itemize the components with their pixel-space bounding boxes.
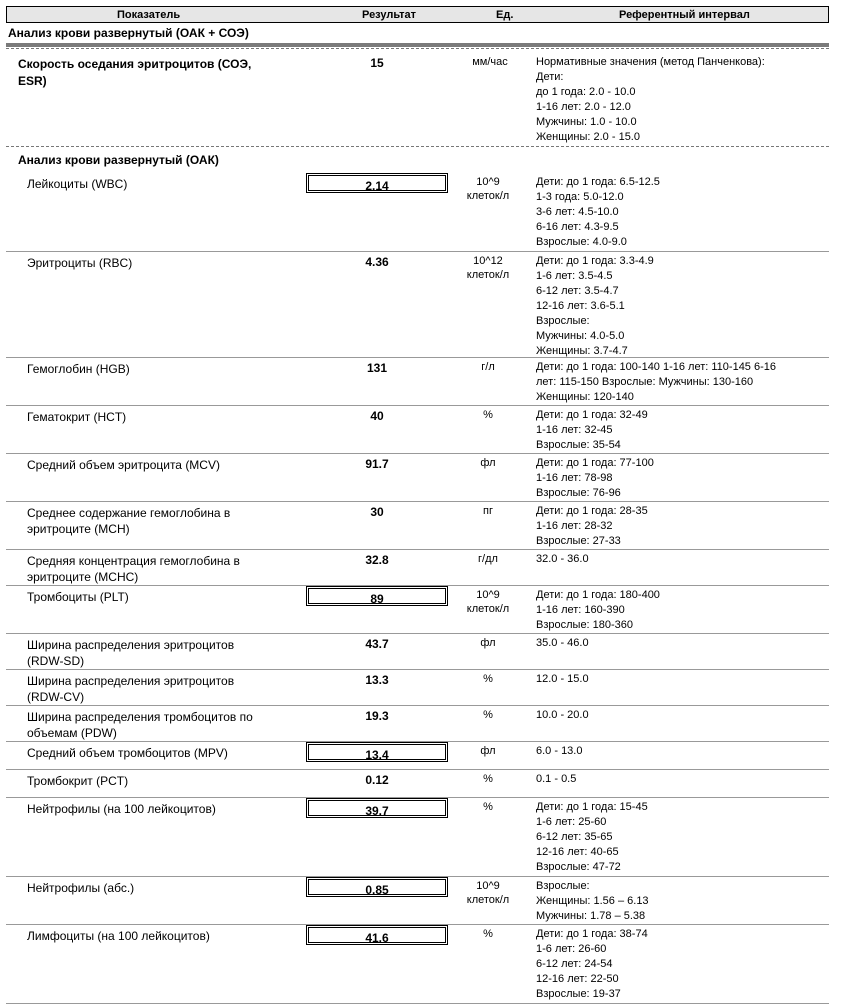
reference-interval: Дети: до 1 года: 15-45 1-6 лет: 25-60 6-12 лет: 35-65 12-16 лет: 40-65 Взрослые: 47-72 bbox=[536, 801, 648, 873]
reference-interval: Дети: до 1 года: 100-140 1-16 лет: 110-145 6-16 лет: 115-150 Взрослые: Мужчины: 130-160 Женщины: 120-140 bbox=[536, 361, 777, 403]
test-result-flagged: 13.4 bbox=[306, 742, 448, 762]
test-name: Эритроциты (RBC) bbox=[27, 256, 133, 270]
header-unit: Ед. bbox=[496, 9, 514, 21]
reference-interval: Дети: до 1 года: 28-35 1-16 лет: 28-32 Взрослые: 27-33 bbox=[536, 505, 648, 547]
test-unit: 10^9 клеток/л bbox=[466, 589, 510, 615]
test-unit: % bbox=[483, 773, 493, 785]
subsection-divider bbox=[6, 146, 829, 147]
test-name: Тромбокрит (PCT) bbox=[27, 774, 129, 788]
test-unit: г/л bbox=[481, 361, 495, 373]
table-row bbox=[6, 501, 829, 550]
test-name: Среднее содержание гемоглобина в эритроците (MCH) bbox=[27, 506, 231, 536]
reference-interval: Дети: до 1 года: 180-400 1-16 лет: 160-390 Взрослые: 180-360 bbox=[536, 589, 660, 631]
test-name: Средний объем тромбоцитов (MPV) bbox=[27, 746, 228, 760]
table-row bbox=[6, 924, 829, 1004]
test-unit: % bbox=[483, 709, 493, 721]
table-row bbox=[6, 357, 829, 406]
section-divider bbox=[6, 43, 829, 47]
table-row bbox=[6, 741, 829, 770]
table-row bbox=[6, 585, 829, 634]
reference-interval: Дети: до 1 года: 32-49 1-16 лет: 32-45 Взрослые: 35-54 bbox=[536, 409, 648, 451]
table-row bbox=[6, 549, 829, 586]
test-name: Лимфоциты (на 100 лейкоцитов) bbox=[27, 929, 210, 943]
esr-result: 15 bbox=[370, 56, 384, 70]
table-row bbox=[6, 453, 829, 502]
header-result: Результат bbox=[362, 9, 417, 21]
test-unit: пг bbox=[483, 505, 493, 517]
test-unit: г/дл bbox=[478, 553, 498, 565]
header-name: Показатель bbox=[117, 9, 181, 21]
reference-interval: Дети: до 1 года: 3.3-4.9 1-6 лет: 3.5-4.5 6-12 лет: 3.5-4.7 12-16 лет: 3.6-5.1 Взрослые: Мужчины: 4.0-5.0 Женщины: 3.7-4.7 bbox=[536, 255, 654, 357]
test-result-flagged: 0.85 bbox=[306, 877, 448, 897]
section-title: Анализ крови развернутый (ОАК + СОЭ) bbox=[8, 26, 249, 40]
reference-interval: 0.1 - 0.5 bbox=[536, 773, 577, 785]
section-divider-thin bbox=[6, 48, 829, 49]
test-name: Тромбоциты (PLT) bbox=[27, 590, 129, 604]
test-name: Ширина распределения эритроцитов (RDW-SD) bbox=[27, 638, 235, 668]
reference-interval: 10.0 - 20.0 bbox=[536, 709, 589, 721]
test-result: 32.8 bbox=[365, 553, 389, 567]
test-name: Лейкоциты (WBC) bbox=[27, 177, 128, 191]
test-result: 40 bbox=[370, 409, 384, 423]
table-row bbox=[6, 876, 829, 925]
table-row bbox=[6, 172, 829, 252]
test-result: 131 bbox=[366, 361, 388, 375]
test-unit: 10^9 клеток/л bbox=[466, 880, 510, 906]
esr-unit: мм/час bbox=[472, 56, 508, 68]
test-result: 19.3 bbox=[365, 709, 389, 723]
esr-name: Скорость оседания эритроцитов (СОЭ, ESR) bbox=[18, 57, 252, 88]
reference-interval: Дети: до 1 года: 6.5-12.5 1-3 года: 5.0-12.0 3-6 лет: 4.5-10.0 6-16 лет: 4.3-9.5 Взрослые: 4.0-9.0 bbox=[536, 176, 660, 248]
test-name: Средний объем эритроцита (MCV) bbox=[27, 458, 220, 472]
test-result: 91.7 bbox=[365, 457, 389, 471]
test-unit: фл bbox=[480, 637, 496, 649]
header-ref: Референтный интервал bbox=[619, 9, 750, 21]
test-name: Нейтрофилы (абс.) bbox=[27, 881, 135, 895]
table-row bbox=[6, 669, 829, 706]
test-unit: % bbox=[483, 928, 493, 940]
test-result: 0.12 bbox=[365, 773, 389, 787]
test-result-flagged: 2.14 bbox=[306, 173, 448, 193]
test-result: 43.7 bbox=[365, 637, 389, 651]
test-result: 30 bbox=[370, 505, 384, 519]
test-name: Нейтрофилы (на 100 лейкоцитов) bbox=[27, 802, 216, 816]
reference-interval: Взрослые: Женщины: 1.56 – 6.13 Мужчины: 1.78 – 5.38 bbox=[536, 880, 649, 922]
test-result-flagged: 89 bbox=[306, 586, 448, 606]
reference-interval: 12.0 - 15.0 bbox=[536, 673, 589, 685]
subsection-title: Анализ крови развернутый (ОАК) bbox=[18, 153, 219, 167]
test-name: Ширина распределения эритроцитов (RDW-CV) bbox=[27, 674, 235, 704]
test-name: Средняя концентрация гемоглобина в эритроците (MCHC) bbox=[27, 554, 240, 584]
table-row bbox=[6, 769, 829, 798]
test-name: Гематокрит (HCT) bbox=[27, 410, 127, 424]
test-result: 4.36 bbox=[365, 255, 389, 269]
table-row bbox=[6, 251, 829, 358]
reference-interval: 35.0 - 46.0 bbox=[536, 637, 589, 649]
test-unit: фл bbox=[480, 745, 496, 757]
test-name: Гемоглобин (HGB) bbox=[27, 362, 130, 376]
reference-interval: 32.0 - 36.0 bbox=[536, 553, 589, 565]
esr-reference: Нормативные значения (метод Панченкова): Дети: до 1 года: 2.0 - 10.0 1-16 лет: 2.0 - 12.0 Мужчины: 1.0 - 10.0 Женщины: 2.0 - 15.0 bbox=[536, 56, 765, 143]
reference-interval: 6.0 - 13.0 bbox=[536, 745, 583, 757]
table-row bbox=[6, 633, 829, 670]
table-header bbox=[6, 6, 829, 23]
test-result-flagged: 41.6 bbox=[306, 925, 448, 945]
test-unit: % bbox=[483, 801, 493, 813]
test-name: Ширина распределения тромбоцитов по объемам (PDW) bbox=[27, 710, 253, 740]
test-unit: фл bbox=[480, 457, 496, 469]
reference-interval: Дети: до 1 года: 77-100 1-16 лет: 78-98 Взрослые: 76-96 bbox=[536, 457, 654, 499]
test-unit: % bbox=[483, 409, 493, 421]
table-row bbox=[6, 797, 829, 877]
test-unit: 10^12 клеток/л bbox=[466, 255, 510, 281]
test-unit: 10^9 клеток/л bbox=[466, 176, 510, 202]
test-result-flagged: 39.7 bbox=[306, 798, 448, 818]
table-row bbox=[6, 405, 829, 454]
test-unit: % bbox=[483, 673, 493, 685]
table-row bbox=[6, 705, 829, 742]
reference-interval: Дети: до 1 года: 38-74 1-6 лет: 26-60 6-12 лет: 24-54 12-16 лет: 22-50 Взрослые: 19-37 bbox=[536, 928, 648, 1000]
test-result: 13.3 bbox=[365, 673, 389, 687]
